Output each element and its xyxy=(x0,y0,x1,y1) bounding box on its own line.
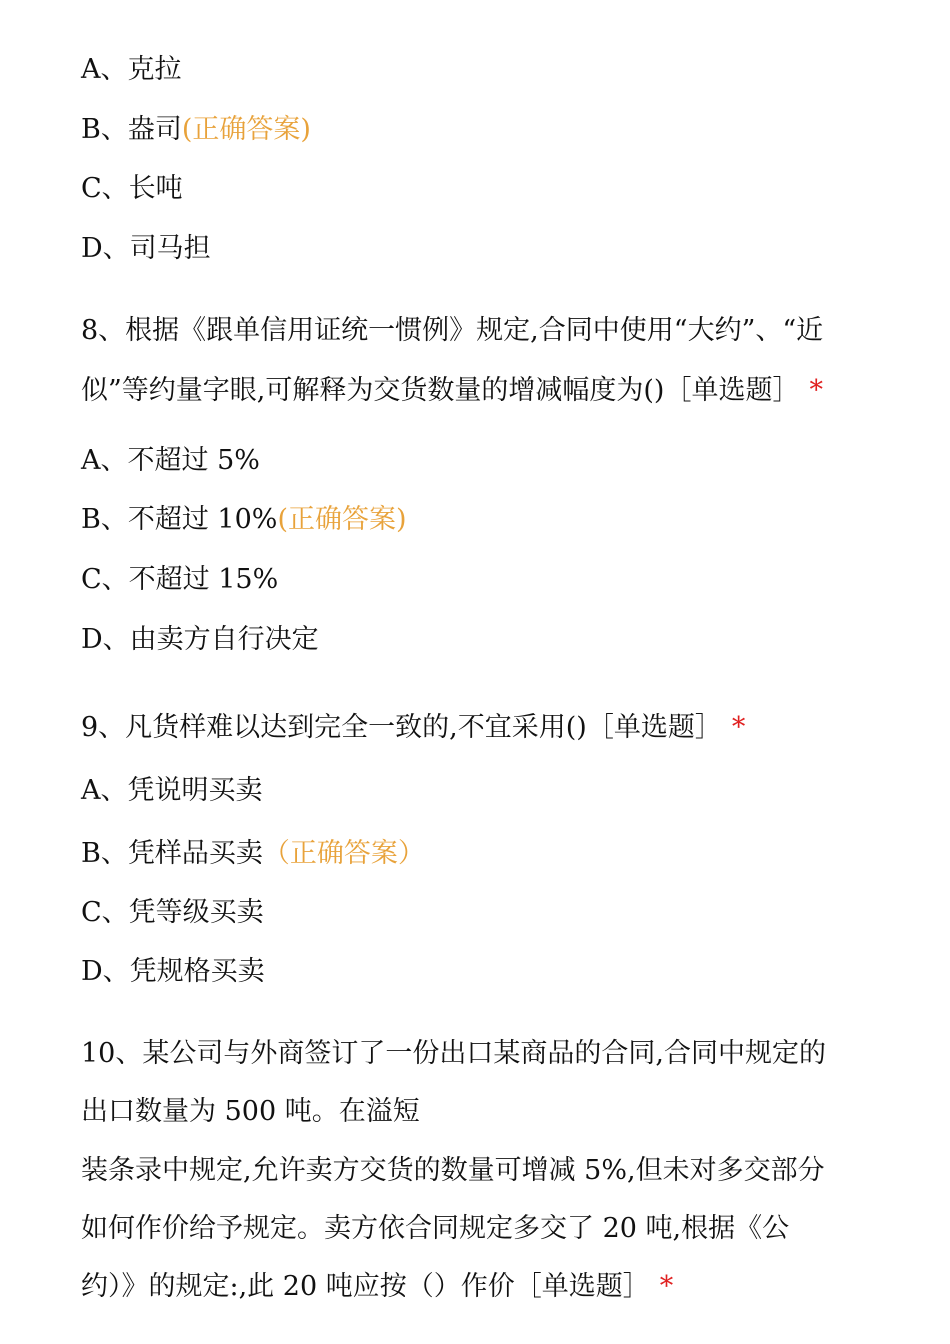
option-b: B、凭样品买卖（正确答案） xyxy=(81,838,425,869)
option-b: B、不超过 10%(正确答案) xyxy=(81,504,407,535)
option-d: D、凭规格买卖 xyxy=(81,956,265,987)
question-8-text-line1: 8、根据《跟单信用证统一惯例》规定,合同中使用“大约”、“近 xyxy=(81,315,824,346)
option-d: D、司马担 xyxy=(81,233,211,264)
question-10-text-line1: 10、某公司与外商签订了一份出口某商品的合同,合同中规定的 xyxy=(81,1038,826,1069)
question-10-text-line2: 出口数量为 500 吨。在溢短 xyxy=(81,1096,420,1127)
question-10-text-line3: 装条录中规定,允许卖方交货的数量可增减 5%,但未对多交部分 xyxy=(81,1155,825,1186)
option-a: A、克拉 xyxy=(81,54,182,85)
option-a: A、凭说明买卖 xyxy=(81,775,263,806)
question-10-text-line5: 约）》的规定:,此 20 吨应按（）作价［单选题］ * xyxy=(81,1271,674,1302)
option-b: B、盎司(正确答案) xyxy=(81,114,311,145)
required-asterisk: * xyxy=(809,375,823,406)
correct-answer-mark: (正确答案) xyxy=(277,504,407,535)
option-c: C、不超过 15% xyxy=(81,564,279,595)
correct-answer-mark: (正确答案) xyxy=(181,114,311,145)
question-8-text-line2: 似”等约量字眼,可解释为交货数量的增减幅度为()［单选题］ * xyxy=(81,375,823,406)
correct-answer-mark: （正确答案） xyxy=(262,838,425,869)
question-10-text-line4: 如何作价给予规定。卖方依合同规定多交了 20 吨,根据《公 xyxy=(81,1213,790,1244)
question-9-text: 9、凡货样难以达到完全一致的,不宜采用()［单选题］ * xyxy=(81,712,746,743)
option-c: C、凭等级买卖 xyxy=(81,897,264,928)
option-a: A、不超过 5% xyxy=(81,445,260,476)
required-asterisk: * xyxy=(731,712,746,743)
option-c: C、长吨 xyxy=(81,173,183,204)
required-asterisk: * xyxy=(659,1271,674,1302)
option-d: D、由卖方自行决定 xyxy=(81,624,319,655)
